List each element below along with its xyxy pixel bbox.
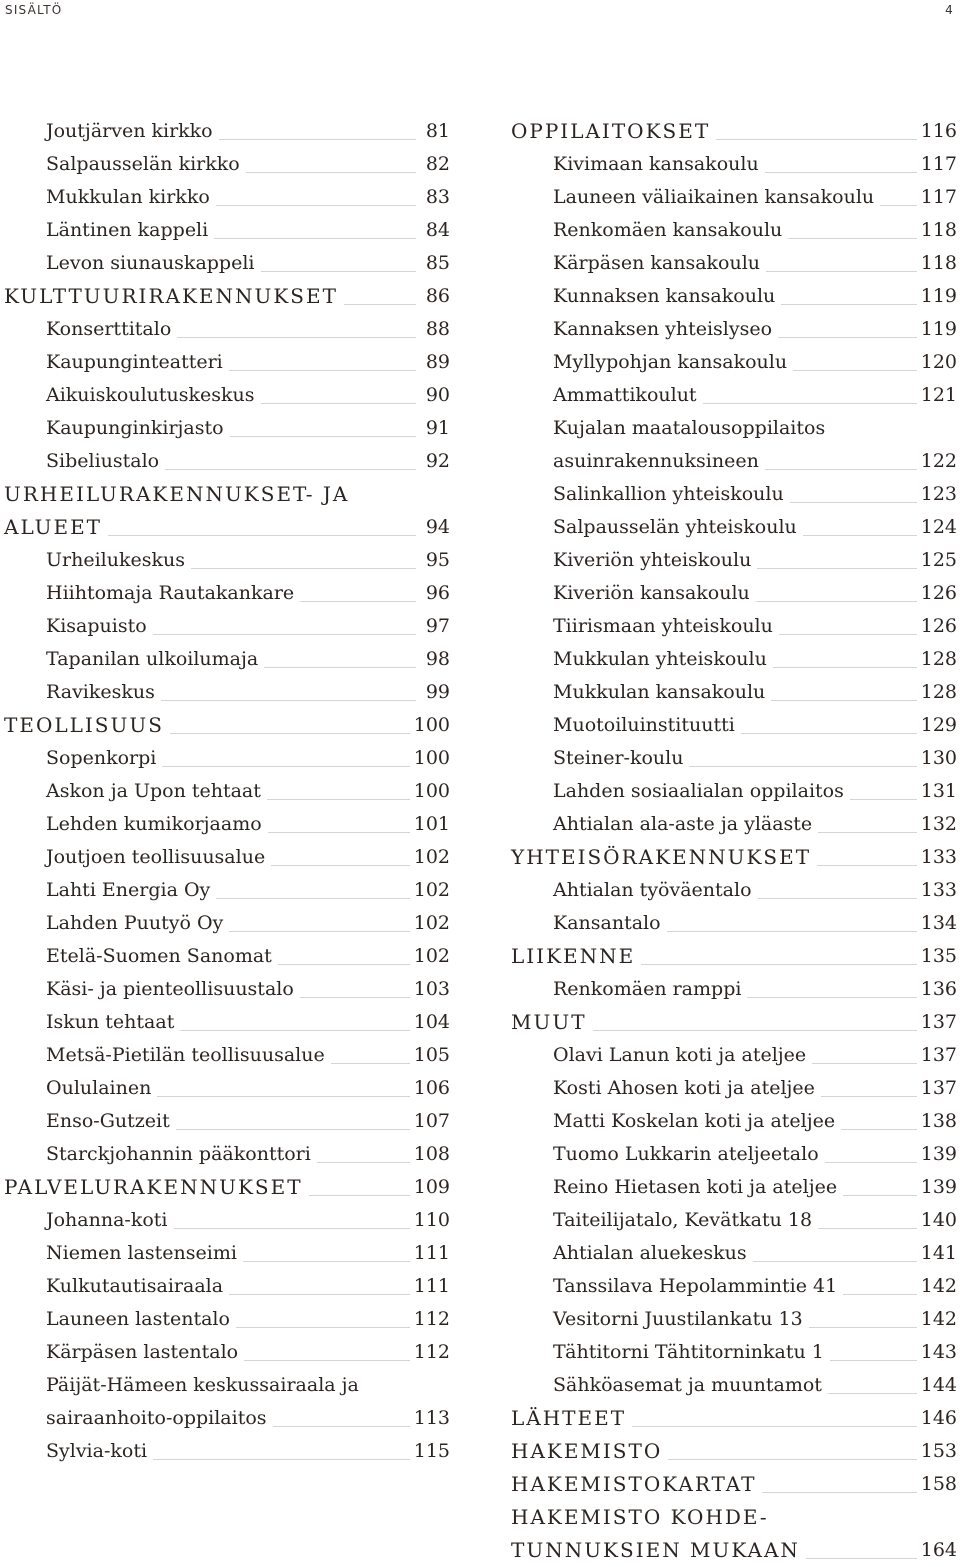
toc-entry-title: Kosti Ahosen koti ja ateljee [553,1072,821,1105]
toc-entry[interactable] [4,841,450,874]
toc-entry-title: Lehden kumikorjaamo [46,808,268,841]
toc-entry-title: Steiner-koulu [553,742,689,775]
toc-entry[interactable] [511,478,957,511]
toc-page-number: 137 [917,1006,957,1039]
toc-entry-title: Oululainen [46,1072,157,1105]
toc-entry-title: Mukkulan yhteiskoulu [553,643,773,676]
toc-page-number: 118 [917,214,957,247]
toc-entry-title: Sibeliustalo [46,445,165,478]
toc-page-number: 129 [917,709,957,742]
toc-entry-title: ALUEET [4,511,108,544]
toc-entry[interactable] [511,511,957,544]
toc-section-heading[interactable] [4,1171,450,1204]
toc-page-number: 107 [410,1105,450,1138]
toc-entry-title: Hiihtomaja Rautakankare [46,577,300,610]
toc-section-heading[interactable] [511,1435,957,1468]
toc-entry-title: TEOLLISUUS [4,709,170,742]
page-number: 4 [945,3,954,17]
toc-entry-title: Läntinen kappeli [46,214,214,247]
toc-page-number: 99 [416,676,450,709]
toc-entry-title: Ahtialan työväentalo [553,874,758,907]
toc-entry-title: Levon siunauskappeli [46,247,261,280]
toc-page-number: 105 [410,1039,450,1072]
toc-entry[interactable] [4,610,450,643]
toc-entry[interactable] [4,874,450,907]
toc-page-number: 125 [917,544,957,577]
toc-entry[interactable] [4,1006,450,1039]
toc-entry[interactable] [4,1270,450,1303]
toc-page-number: 86 [416,280,450,313]
toc-entry-title: URHEILURAKENNUKSET- JA [4,478,355,511]
toc-entry-title: Tapanilan ulkoilumaja [46,643,264,676]
toc-page-number: 143 [917,1336,957,1369]
toc-entry-title: Ammattikoulut [553,379,703,412]
toc-entry-title: Taiteilijatalo, Kevätkatu 18 [553,1204,818,1237]
toc-right-column [511,115,957,1567]
toc-entry[interactable] [511,1336,957,1369]
toc-entry[interactable] [511,247,957,280]
toc-entry-title: Sähköasemat ja muuntamot [553,1369,828,1402]
toc-entry[interactable] [4,808,450,841]
toc-entry-title: Ahtialan ala-aste ja yläaste [553,808,818,841]
toc-entry[interactable] [4,1402,450,1435]
toc-page-number: 89 [416,346,450,379]
toc-entry-title: Salpausselän kirkko [46,148,246,181]
toc-page-number: 98 [416,643,450,676]
toc-entry-title: Kaupunginteatteri [46,346,229,379]
toc-entry[interactable] [511,214,957,247]
toc-page-number: 130 [917,742,957,775]
toc-entry-title: Iskun tehtaat [46,1006,180,1039]
toc-entry[interactable] [511,148,957,181]
toc-entry[interactable] [511,1138,957,1171]
toc-entry-title: Matti Koskelan koti ja ateljee [553,1105,841,1138]
toc-entry-title: Tiirismaan yhteiskoulu [553,610,779,643]
toc-entry[interactable] [511,775,957,808]
toc-section-heading[interactable] [4,709,450,742]
toc-entry[interactable] [511,709,957,742]
toc-entry[interactable] [511,874,957,907]
toc-entry-title: Mukkulan kansakoulu [553,676,771,709]
toc-entry[interactable] [4,445,450,478]
toc-entry[interactable] [511,676,957,709]
toc-page-number: 102 [410,874,450,907]
toc-page-number: 104 [410,1006,450,1039]
toc-page-number: 122 [917,445,957,478]
toc-page-number: 136 [917,973,957,1006]
toc-section-heading[interactable] [511,841,957,874]
toc-page-number: 118 [917,247,957,280]
toc-entry[interactable] [511,1171,957,1204]
toc-page-number: 84 [416,214,450,247]
toc-entry[interactable] [4,1303,450,1336]
toc-page-number: 138 [917,1105,957,1138]
toc-entry-title: Launeen väliaikainen kansakoulu [553,181,880,214]
toc-entry[interactable] [4,907,450,940]
toc-page-number: 96 [416,577,450,610]
toc-page-number: 128 [917,643,957,676]
toc-entry-title: Kaupunginkirjasto [46,412,230,445]
toc-section-heading[interactable] [511,1501,957,1534]
toc-page-number: 88 [416,313,450,346]
toc-entry-title: PALVELURAKENNUKSET [4,1171,309,1204]
toc-entry[interactable] [511,313,957,346]
toc-entry[interactable] [511,973,957,1006]
toc-entry-title: Sopenkorpi [46,742,162,775]
toc-section-heading[interactable] [511,940,957,973]
toc-page-number: 131 [917,775,957,808]
toc-section-heading[interactable] [4,280,450,313]
toc-page-number: 126 [917,610,957,643]
toc-section-heading[interactable] [511,1006,957,1039]
toc-page-number: 106 [410,1072,450,1105]
toc-entry-title: Renkomäen kansakoulu [553,214,788,247]
toc-section-heading[interactable] [511,115,957,148]
toc-entry[interactable] [4,577,450,610]
toc-page-number: 81 [416,115,450,148]
toc-entry[interactable] [4,973,450,1006]
toc-page-number: 119 [917,313,957,346]
toc-page-number: 134 [917,907,957,940]
toc-section-heading[interactable] [511,1468,957,1501]
toc-entry[interactable] [4,544,450,577]
toc-page-number: 101 [410,808,450,841]
toc-entry[interactable] [511,412,957,445]
toc-entry-title: Kansantalo [553,907,667,940]
toc-entry-title: Enso-Gutzeit [46,1105,176,1138]
toc-entry-title: Käsi- ja pienteollisuustalo [46,973,300,1006]
toc-page-number: 100 [410,775,450,808]
toc-entry[interactable] [511,577,957,610]
toc-entry[interactable] [4,940,450,973]
toc-page-number: 85 [416,247,450,280]
toc-page-number: 94 [416,511,450,544]
toc-entry[interactable] [511,1237,957,1270]
toc-page-number: 124 [917,511,957,544]
toc-page-number: 137 [917,1039,957,1072]
toc-entry-title: Lahden Puutyö Oy [46,907,229,940]
toc-entry-title: Päijät-Hämeen keskussairaala ja [46,1369,365,1402]
toc-entry[interactable] [4,1204,450,1237]
toc-entry-title: Mukkulan kirkko [46,181,216,214]
toc-entry[interactable] [4,1138,450,1171]
toc-page-number: 141 [917,1237,957,1270]
toc-entry[interactable] [511,280,957,313]
toc-entry-title: Kisapuisto [46,610,153,643]
toc-entry[interactable] [511,1204,957,1237]
toc-page-number: 140 [917,1204,957,1237]
toc-entry[interactable] [511,544,957,577]
toc-entry-title: Starckjohannin pääkonttori [46,1138,317,1171]
toc-entry-title: Konserttitalo [46,313,177,346]
toc-page-number: 92 [416,445,450,478]
toc-entry-title: Myllypohjan kansakoulu [553,346,793,379]
toc-page-number: 137 [917,1072,957,1105]
toc-entry-title: Etelä-Suomen Sanomat [46,940,278,973]
toc-entry-title: Askon ja Upon tehtaat [46,775,267,808]
toc-page-number: 133 [917,874,957,907]
toc-page-number: 121 [917,379,957,412]
toc-entry-title: Renkomäen ramppi [553,973,747,1006]
toc-entry-title: Tähtitorni Tähtitorninkatu 1 [553,1336,830,1369]
toc-page-number: 95 [416,544,450,577]
toc-page-number: 110 [410,1204,450,1237]
toc-entry-title: Niemen lastenseimi [46,1237,243,1270]
toc-entry[interactable] [4,313,450,346]
toc-entry-title: asuinrakennuksineen [553,445,765,478]
toc-entry-title: Salinkallion yhteiskoulu [553,478,790,511]
toc-section-heading[interactable] [511,1402,957,1435]
toc-entry-title: Johanna-koti [46,1204,174,1237]
toc-entry-title: Kärpäsen kansakoulu [553,247,766,280]
toc-entry-title: Reino Hietasen koti ja ateljee [553,1171,843,1204]
toc-entry[interactable] [4,181,450,214]
toc-entry[interactable] [4,643,450,676]
toc-page-number: 142 [917,1270,957,1303]
toc-entry-title: Kunnaksen kansakoulu [553,280,781,313]
toc-entry[interactable] [511,1039,957,1072]
toc-page-number: 139 [917,1171,957,1204]
toc-page-number: 100 [410,709,450,742]
toc-entry-title: Urheilukeskus [46,544,191,577]
toc-entry-title: Kiveriön yhteiskoulu [553,544,757,577]
toc-page-number: 117 [917,181,957,214]
toc-entry[interactable] [4,214,450,247]
toc-page-number: 111 [410,1237,450,1270]
toc-entry[interactable] [4,1072,450,1105]
toc-page-number: 142 [917,1303,957,1336]
section-title: SISÄLTÖ [5,3,63,17]
toc-page-number: 102 [410,940,450,973]
toc-entry-title: Olavi Lanun koti ja ateljee [553,1039,812,1072]
toc-entry[interactable] [511,643,957,676]
toc-entry-title: KULTTUURIRAKENNUKSET [4,280,344,313]
toc-entry[interactable] [4,148,450,181]
toc-entry[interactable] [4,742,450,775]
toc-entry[interactable] [511,181,957,214]
toc-page-number: 117 [917,148,957,181]
toc-entry-title: Ravikeskus [46,676,161,709]
toc-entry-title: Kulkutautisairaala [46,1270,229,1303]
toc-page-number: 135 [917,940,957,973]
toc-entry[interactable] [511,379,957,412]
toc-entry[interactable] [511,1369,957,1402]
toc-page-number: 146 [917,1402,957,1435]
toc-page-number: 112 [410,1303,450,1336]
toc-entry-title: Aikuiskoulutuskeskus [46,379,261,412]
toc-entry-title: Joutjärven kirkko [46,115,219,148]
toc-page-number: 144 [917,1369,957,1402]
toc-page-number: 102 [410,841,450,874]
toc-entry-title: Salpausselän yhteiskoulu [553,511,803,544]
toc-entry-title: Metsä-Pietilän teollisuusalue [46,1039,331,1072]
toc-entry[interactable] [4,1039,450,1072]
toc-entry[interactable] [511,445,957,478]
toc-page-number: 102 [410,907,450,940]
toc-entry[interactable] [511,1105,957,1138]
toc-entry[interactable] [4,346,450,379]
toc-entry[interactable] [4,1435,450,1468]
toc-entry[interactable] [4,775,450,808]
toc-page-number: 139 [917,1138,957,1171]
toc-entry-title: Sylvia-koti [46,1435,153,1468]
toc-entry[interactable] [511,1270,957,1303]
toc-entry[interactable] [511,346,957,379]
toc-entry-title: LÄHTEET [511,1402,632,1435]
toc-section-heading[interactable] [4,478,450,511]
toc-page-number: 113 [410,1402,450,1435]
toc-page-number: 116 [917,115,957,148]
toc-page-number: 128 [917,676,957,709]
toc-section-heading[interactable] [4,511,450,544]
toc-entry-title: MUUT [511,1006,593,1039]
toc-entry-title: Muotoiluinstituutti [553,709,741,742]
toc-page-number: 97 [416,610,450,643]
toc-entry-title: LIIKENNE [511,940,641,973]
toc-entry[interactable] [511,907,957,940]
toc-page-number: 82 [416,148,450,181]
toc-entry-title: OPPILAITOKSET [511,115,716,148]
toc-page-number: 123 [917,478,957,511]
toc-entry[interactable] [4,1369,450,1402]
toc-entry[interactable] [4,676,450,709]
toc-entry-title: sairaanhoito-oppilaitos [46,1402,273,1435]
toc-entry-title: HAKEMISTO KOHDE- [511,1501,775,1534]
toc-entry[interactable] [511,1303,957,1336]
toc-entry[interactable] [511,742,957,775]
toc-section-heading[interactable] [511,1534,957,1567]
toc-entry-title: Kiveriön kansakoulu [553,577,756,610]
toc-page-number: 164 [917,1534,957,1567]
toc-entry-title: Kujalan maatalousoppilaitos [553,412,831,445]
toc-entry-title: Kärpäsen lastentalo [46,1336,244,1369]
toc-page-number: 83 [416,181,450,214]
toc-page-number: 111 [410,1270,450,1303]
toc-entry-title: Joutjoen teollisuusalue [46,841,271,874]
toc-entry[interactable] [4,115,450,148]
toc-page-number: 115 [410,1435,450,1468]
toc-left-column [4,115,450,1468]
toc-page-number: 103 [410,973,450,1006]
toc-page-number: 109 [410,1171,450,1204]
toc-entry-title: HAKEMISTO [511,1435,668,1468]
toc-entry[interactable] [4,1336,450,1369]
toc-entry-title: Vesitorni Juustilankatu 13 [553,1303,809,1336]
toc-entry[interactable] [4,379,450,412]
toc-page-number: 100 [410,742,450,775]
toc-entry-title: Kannaksen yhteislyseo [553,313,778,346]
toc-page-number: 112 [410,1336,450,1369]
toc-entry[interactable] [511,1072,957,1105]
toc-page-number: 91 [416,412,450,445]
toc-page-number: 132 [917,808,957,841]
toc-entry[interactable] [4,1105,450,1138]
toc-entry[interactable] [511,610,957,643]
toc-page-number: 119 [917,280,957,313]
toc-entry[interactable] [511,808,957,841]
toc-entry[interactable] [4,1237,450,1270]
toc-entry-title: TUNNUKSIEN MUKAAN [511,1534,806,1567]
toc-entry-title: Launeen lastentalo [46,1303,236,1336]
toc-entry-title: Lahden sosiaalialan oppilaitos [553,775,850,808]
toc-page-number: 158 [917,1468,957,1501]
toc-entry-title: YHTEISÖRAKENNUKSET [511,841,817,874]
toc-entry-title: Ahtialan aluekeskus [553,1237,753,1270]
toc-entry[interactable] [4,412,450,445]
toc-entry-title: HAKEMISTOKARTAT [511,1468,762,1501]
toc-page-number: 108 [410,1138,450,1171]
toc-page-number: 90 [416,379,450,412]
toc-page-number: 126 [917,577,957,610]
toc-entry-title: Lahti Energia Oy [46,874,216,907]
running-head [5,3,954,21]
toc-entry-title: Tuomo Lukkarin ateljeetalo [553,1138,825,1171]
toc-page-number: 153 [917,1435,957,1468]
toc-page-number: 120 [917,346,957,379]
toc-entry-title: Kivimaan kansakoulu [553,148,765,181]
toc-entry-title: Tanssilava Hepolammintie 41 [553,1270,843,1303]
toc-page-number: 133 [917,841,957,874]
toc-entry[interactable] [4,247,450,280]
